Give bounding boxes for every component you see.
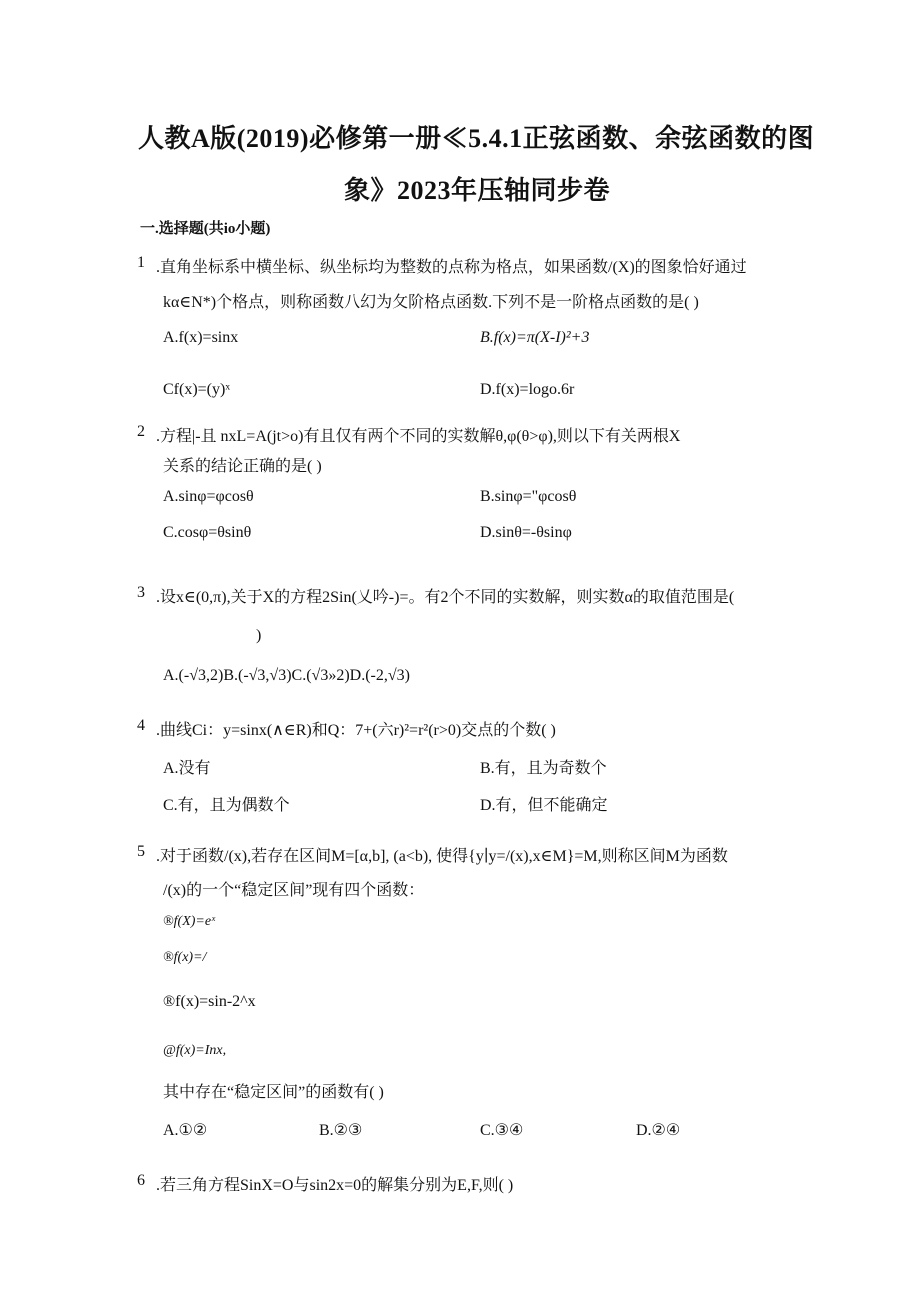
document-title-line-1: 人教A版(2019)必修第一册≪5.4.1正弦函数、余弦函数的图 [138, 124, 815, 153]
question-number: 6 [137, 1172, 145, 1189]
option-a: A.没有 [163, 760, 211, 777]
option-a: A.f(x)=sinx [163, 329, 239, 346]
option-c: Cf(x)=(y)ˣ [163, 381, 230, 398]
question-stem-line: .直角坐标系中横坐标、纵坐标均为整数的点称为格点，如果函数/(X)的图象恰好通过 [156, 259, 747, 276]
question-stem-line: kα∈N*)个格点，则称函数八幻为攵阶格点函数.下列不是一阶格点函数的是( ) [163, 294, 699, 311]
question-stem-line: .设x∈(0,π),关于X的方程2Sin(乂吟-)=。有2个不同的实数解，则实数α的取值范围是( [156, 589, 735, 606]
option-d: D.有，但不能确定 [480, 797, 608, 814]
option-c: C.有，且为偶数个 [163, 797, 290, 814]
option-a: A.sinφ=φcosθ [163, 488, 254, 505]
option-d: D.f(x)=logo.6r [480, 381, 575, 398]
option-d: D.sinθ=-θsinφ [480, 524, 572, 541]
option-a: A.①② [163, 1122, 208, 1139]
document-title-line-2: 象》2023年压轴同步卷 [344, 176, 611, 205]
function-item: ®f(x)=/ [163, 950, 207, 965]
question-stem-line: ) [256, 627, 262, 644]
option-d: D.②④ [636, 1122, 681, 1139]
question-stem-line: .对于函数/(x),若存在区间M=[α,b], (a<b), 使得{y∣y=/(x),x∈M}=M,则称区间M为函数 [156, 848, 728, 865]
question-stem-line: 关系的结论正确的是( ) [163, 458, 322, 475]
option-b: B.②③ [319, 1122, 363, 1139]
question-number: 4 [137, 717, 145, 734]
question-stem-line: .若三角方程SinX=O与sin2x=0的解集分别为E,F,则( ) [156, 1177, 514, 1194]
question-ask: 其中存在“稳定区间”的函数有( ) [163, 1084, 384, 1101]
question-number: 1 [137, 254, 145, 271]
option-c: C.cosφ=θsinθ [163, 524, 252, 541]
question-number: 3 [137, 584, 145, 601]
option-b: B.sinφ="φcosθ [480, 488, 577, 505]
options-line: A.(-√3,2)B.(-√3,√3)C.(√3»2)D.(-2,√3) [163, 667, 410, 684]
option-b: B.f(x)=π(X-I)²+3 [480, 329, 590, 346]
question-stem-line: .曲线Ci：y=sinx(∧∈R)和Q：7+(六r)²=r²(r>0)交点的个数( ) [156, 722, 556, 739]
function-item: ®f(X)=eˣ [163, 914, 216, 929]
question-stem-line: /(x)的一个“稳定区间”现有四个函数： [163, 882, 425, 899]
function-item: ®f(x)=sin-2^x [163, 993, 256, 1010]
question-stem-line: .方程|-且 nxL=A(jt>o)有且仅有两个不同的实数解θ,φ(θ>φ),则以下有关两根X [156, 428, 681, 445]
option-c: C.③④ [480, 1122, 524, 1139]
option-b: B.有，且为奇数个 [480, 760, 607, 777]
section-heading: 一.选择题(共io小题) [140, 221, 271, 237]
question-number: 2 [137, 423, 145, 440]
question-number: 5 [137, 843, 145, 860]
function-item: @f(x)=Inx, [163, 1043, 227, 1058]
